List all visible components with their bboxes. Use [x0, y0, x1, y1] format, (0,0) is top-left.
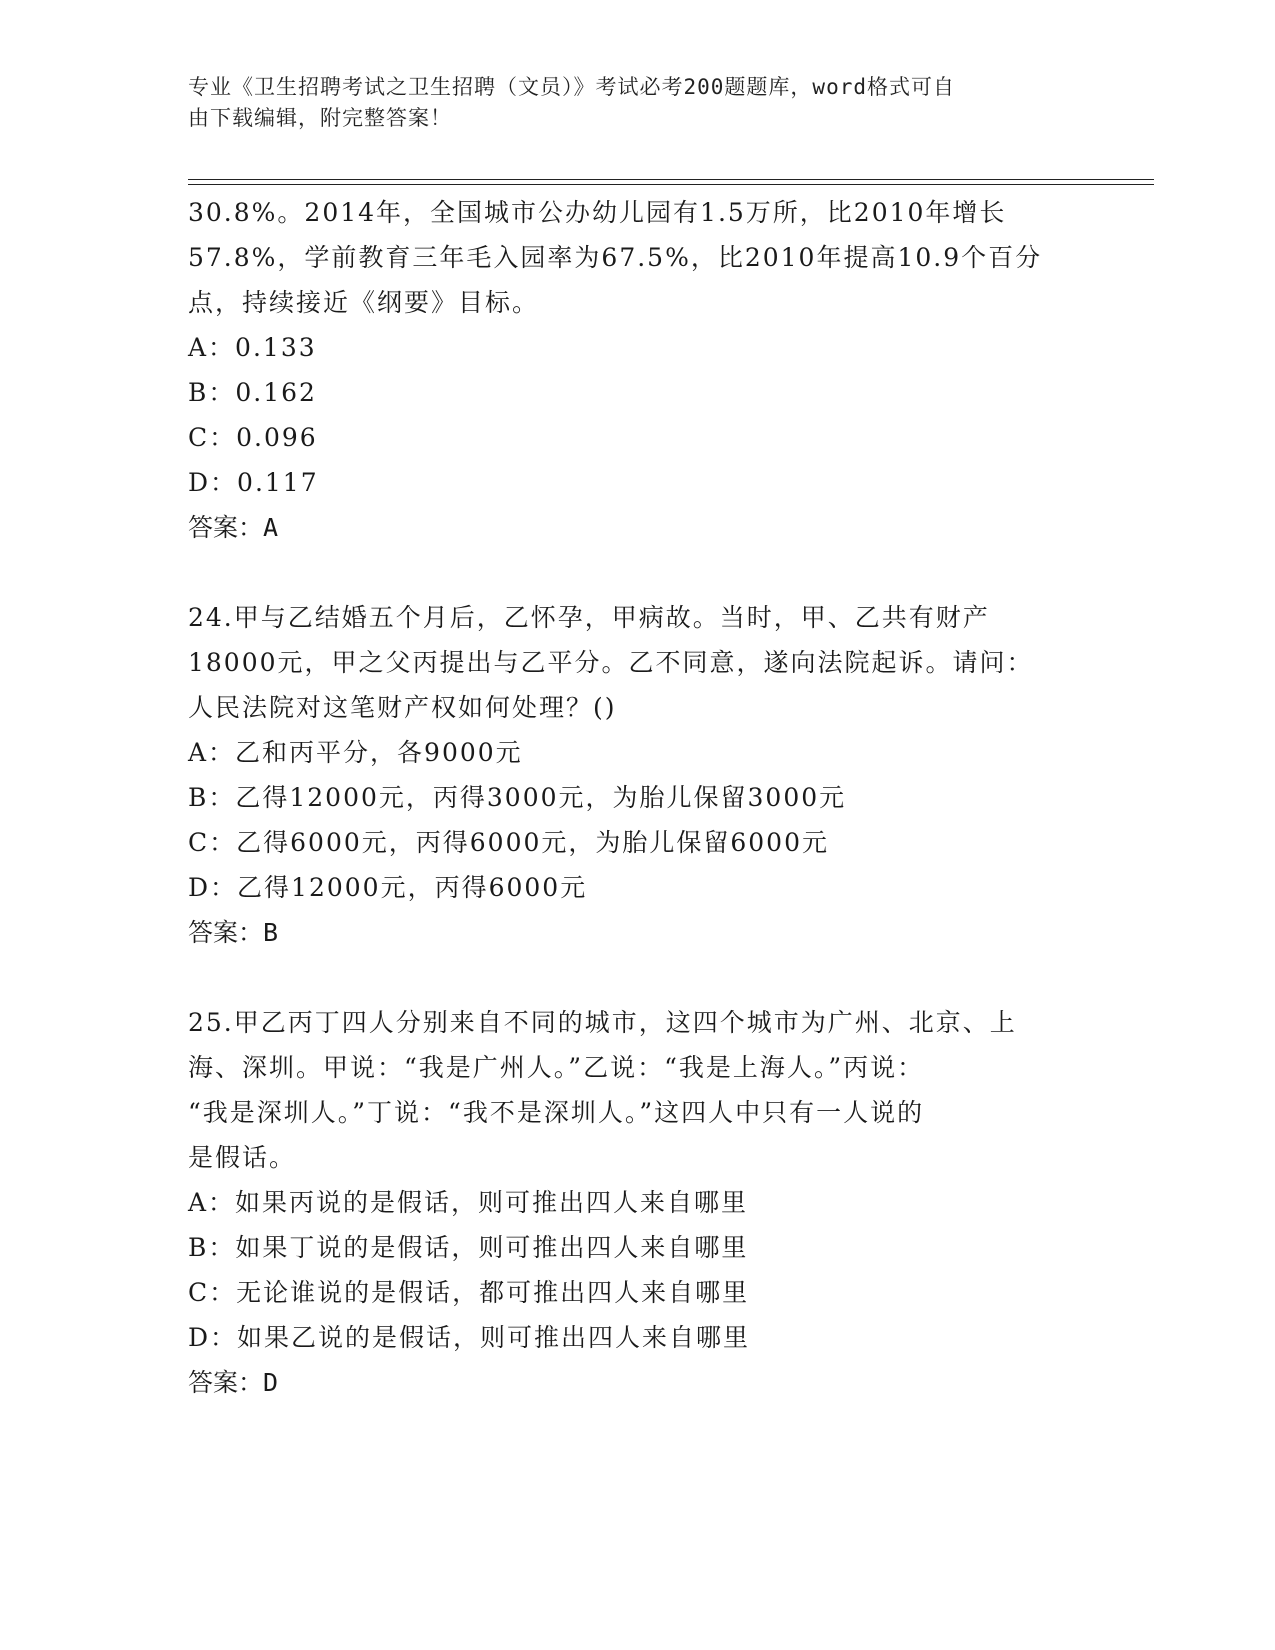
- answer-label: 答案：: [188, 513, 264, 542]
- option-b: B：乙得12000元，丙得3000元，为胎儿保留3000元: [188, 783, 847, 812]
- option-d: D：0.117: [188, 468, 319, 497]
- question-text-line: “我是深圳人。”丁说：“我不是深圳人。”这四人中只有一人说的: [188, 1098, 925, 1127]
- option-c: C：乙得6000元，丙得6000元，为胎儿保留6000元: [188, 828, 829, 857]
- option-b: B：如果丁说的是假话，则可推出四人来自哪里: [188, 1233, 749, 1262]
- option-c: C：无论谁说的是假话，都可推出四人来自哪里: [188, 1278, 750, 1307]
- option-a: A：如果丙说的是假话，则可推出四人来自哪里: [188, 1188, 749, 1217]
- option-c: C：0.096: [188, 423, 318, 452]
- option-b: B：0.162: [188, 378, 317, 407]
- answer-label: 答案：: [188, 918, 264, 947]
- question-text-line: 海、深圳。甲说：“我是广州人。”乙说：“我是上海人。”丙说：: [188, 1053, 925, 1082]
- question-text-line: 57.8%，学前教育三年毛入园率为67.5%，比2010年提高10.9个百分: [188, 243, 1043, 272]
- document-header: [188, 72, 1068, 134]
- question-fragment: [188, 190, 1088, 550]
- option-a: A：0.133: [188, 333, 317, 362]
- answer-line: [188, 505, 1088, 550]
- question-24: [188, 595, 1088, 955]
- answer-value: D: [263, 1368, 279, 1397]
- document-body: [188, 190, 1088, 1405]
- question-text-line: 是假话。: [188, 1143, 297, 1172]
- question-25: [188, 1000, 1088, 1405]
- answer-line: [188, 1360, 1088, 1405]
- option-d: D：乙得12000元，丙得6000元: [188, 873, 588, 902]
- header-line-1: 专业《卫生招聘考试之卫生招聘（文员）》考试必考200题题库，word格式可自: [188, 75, 955, 99]
- answer-line: [188, 910, 1088, 955]
- question-text-line: 25.甲乙丙丁四人分别来自不同的城市，这四个城市为广州、北京、上: [188, 1008, 1017, 1037]
- header-line-2: 由下载编辑，附完整答案！: [188, 106, 452, 130]
- option-a: A：乙和丙平分，各9000元: [188, 738, 523, 767]
- question-text-line: 人民法院对这笔财产权如何处理？(): [188, 693, 617, 722]
- header-rule-top: [188, 179, 1154, 180]
- answer-value: B: [263, 918, 279, 947]
- question-text-line: 点，持续接近《纲要》目标。: [188, 288, 540, 317]
- answer-value: A: [263, 513, 279, 542]
- option-d: D：如果乙说的是假话，则可推出四人来自哪里: [188, 1323, 751, 1352]
- question-text-line: 24.甲与乙结婚五个月后，乙怀孕，甲病故。当时，甲、乙共有财产: [188, 603, 990, 632]
- question-text-line: 30.8%。2014年，全国城市公办幼儿园有1.5万所，比2010年增长: [188, 198, 1007, 227]
- answer-label: 答案：: [188, 1368, 264, 1397]
- header-rule-bottom: [188, 184, 1154, 185]
- question-text-line: 18000元，甲之父丙提出与乙平分。乙不同意，遂向法院起诉。请问：: [188, 648, 1034, 677]
- spacer: [188, 550, 1088, 595]
- spacer: [188, 955, 1088, 1000]
